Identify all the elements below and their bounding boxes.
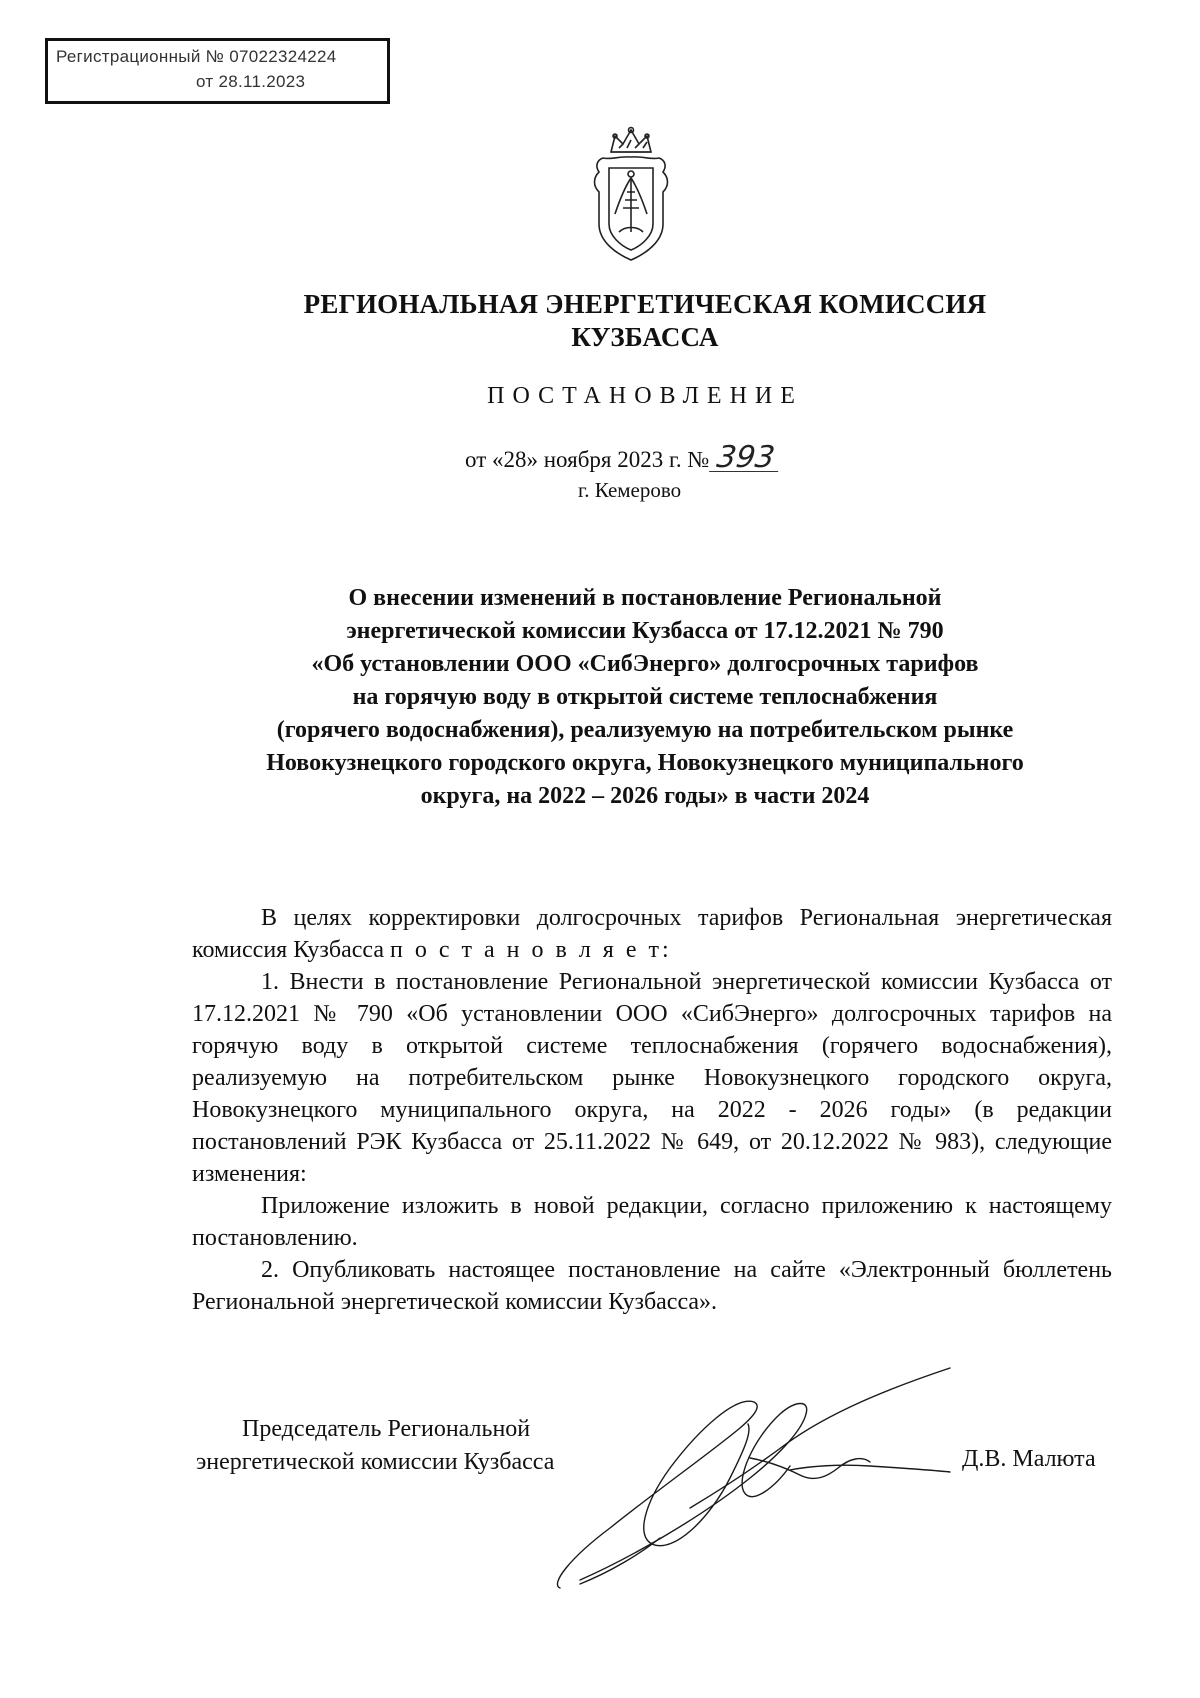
document-number: 393 — [709, 445, 782, 472]
intro-paragraph — [192, 902, 1112, 966]
intro-text: В целях корректировки долгосрочных тарифов Региональная энергетическая комиссия Кузбасса — [192, 905, 1112, 963]
subject-line: энергетической комиссии Кузбасса от 17.12.2021 № 790 — [346, 618, 944, 644]
organization-title-line-2: КУЗБАССА — [571, 322, 719, 352]
signer-position — [196, 1413, 554, 1479]
coat-of-arms-emblem — [581, 124, 681, 264]
document-type: ПОСТАНОВЛЕНИЕ — [487, 383, 803, 409]
document-body — [192, 902, 1112, 1318]
signer-name: Д.В. Малюта — [962, 1446, 1096, 1472]
subject-line: округа, на 2022 – 2026 годы» в части 2024 — [420, 783, 870, 809]
signer-position-line-2: энергетической комиссии Кузбасса — [196, 1449, 555, 1475]
item-2-paragraph: 2. Опубликовать настоящее постановление на сайте «Электронный бюллетень Региональной энергетической комиссии Кузбасса». — [192, 1257, 1112, 1315]
subject-line: Новокузнецкого городского округа, Новокузнецкого муниципального — [266, 750, 1024, 776]
item-1-sub-paragraph: Приложение изложить в новой редакции, согласно приложению к настоящему постановлению. — [192, 1193, 1112, 1251]
organization-title-line-1: РЕГИОНАЛЬНАЯ ЭНЕРГЕТИЧЕСКАЯ КОМИССИЯ — [303, 289, 987, 319]
subject-line: «Об установлении ООО «СибЭнерго» долгосрочных тарифов — [311, 651, 979, 677]
signer-position-line-1: Председатель Региональной — [242, 1416, 531, 1442]
subject-line: (горячего водоснабжения), реализуемую на потребительском рынке — [276, 717, 1014, 743]
document-city: г. Кемерово — [578, 478, 682, 502]
organization-title — [0, 288, 1200, 354]
subject-line: О внесении изменений в постановление Региональной — [348, 585, 942, 611]
item-1-paragraph: 1. Внести в постановление Региональной энергетической комиссии Кузбасса от 17.12.2021 № 790 «Об установлении ООО «СибЭнерго» долгосрочных тарифов на горячую воду в открытой системе теплоснабжения (горячего водоснабжения), реализуемую на потребительском рынке Новокузнецкого городского округа, Новокузнецкого муниципального округа, на 2022 - 2026 годы» (в редакции постановлений РЭК Кузбасса от 25.11.2022 № 649, от 20.12.2022 № 983), следующие изменения: — [192, 969, 1112, 1187]
registration-stamp — [45, 38, 390, 104]
registration-number: Регистрационный № 07022324224 — [56, 47, 337, 66]
subject-line: на горячую воду в открытой системе теплоснабжения — [352, 684, 938, 710]
document-date: от «28» ноября 2023 г. № — [465, 447, 710, 472]
registration-date: от 28.11.2023 — [196, 72, 306, 91]
document-subject — [200, 582, 1090, 813]
handwritten-signature — [540, 1358, 960, 1593]
document-date-line — [465, 440, 781, 475]
intro-verb: п о с т а н о в л я е т: — [390, 937, 672, 963]
